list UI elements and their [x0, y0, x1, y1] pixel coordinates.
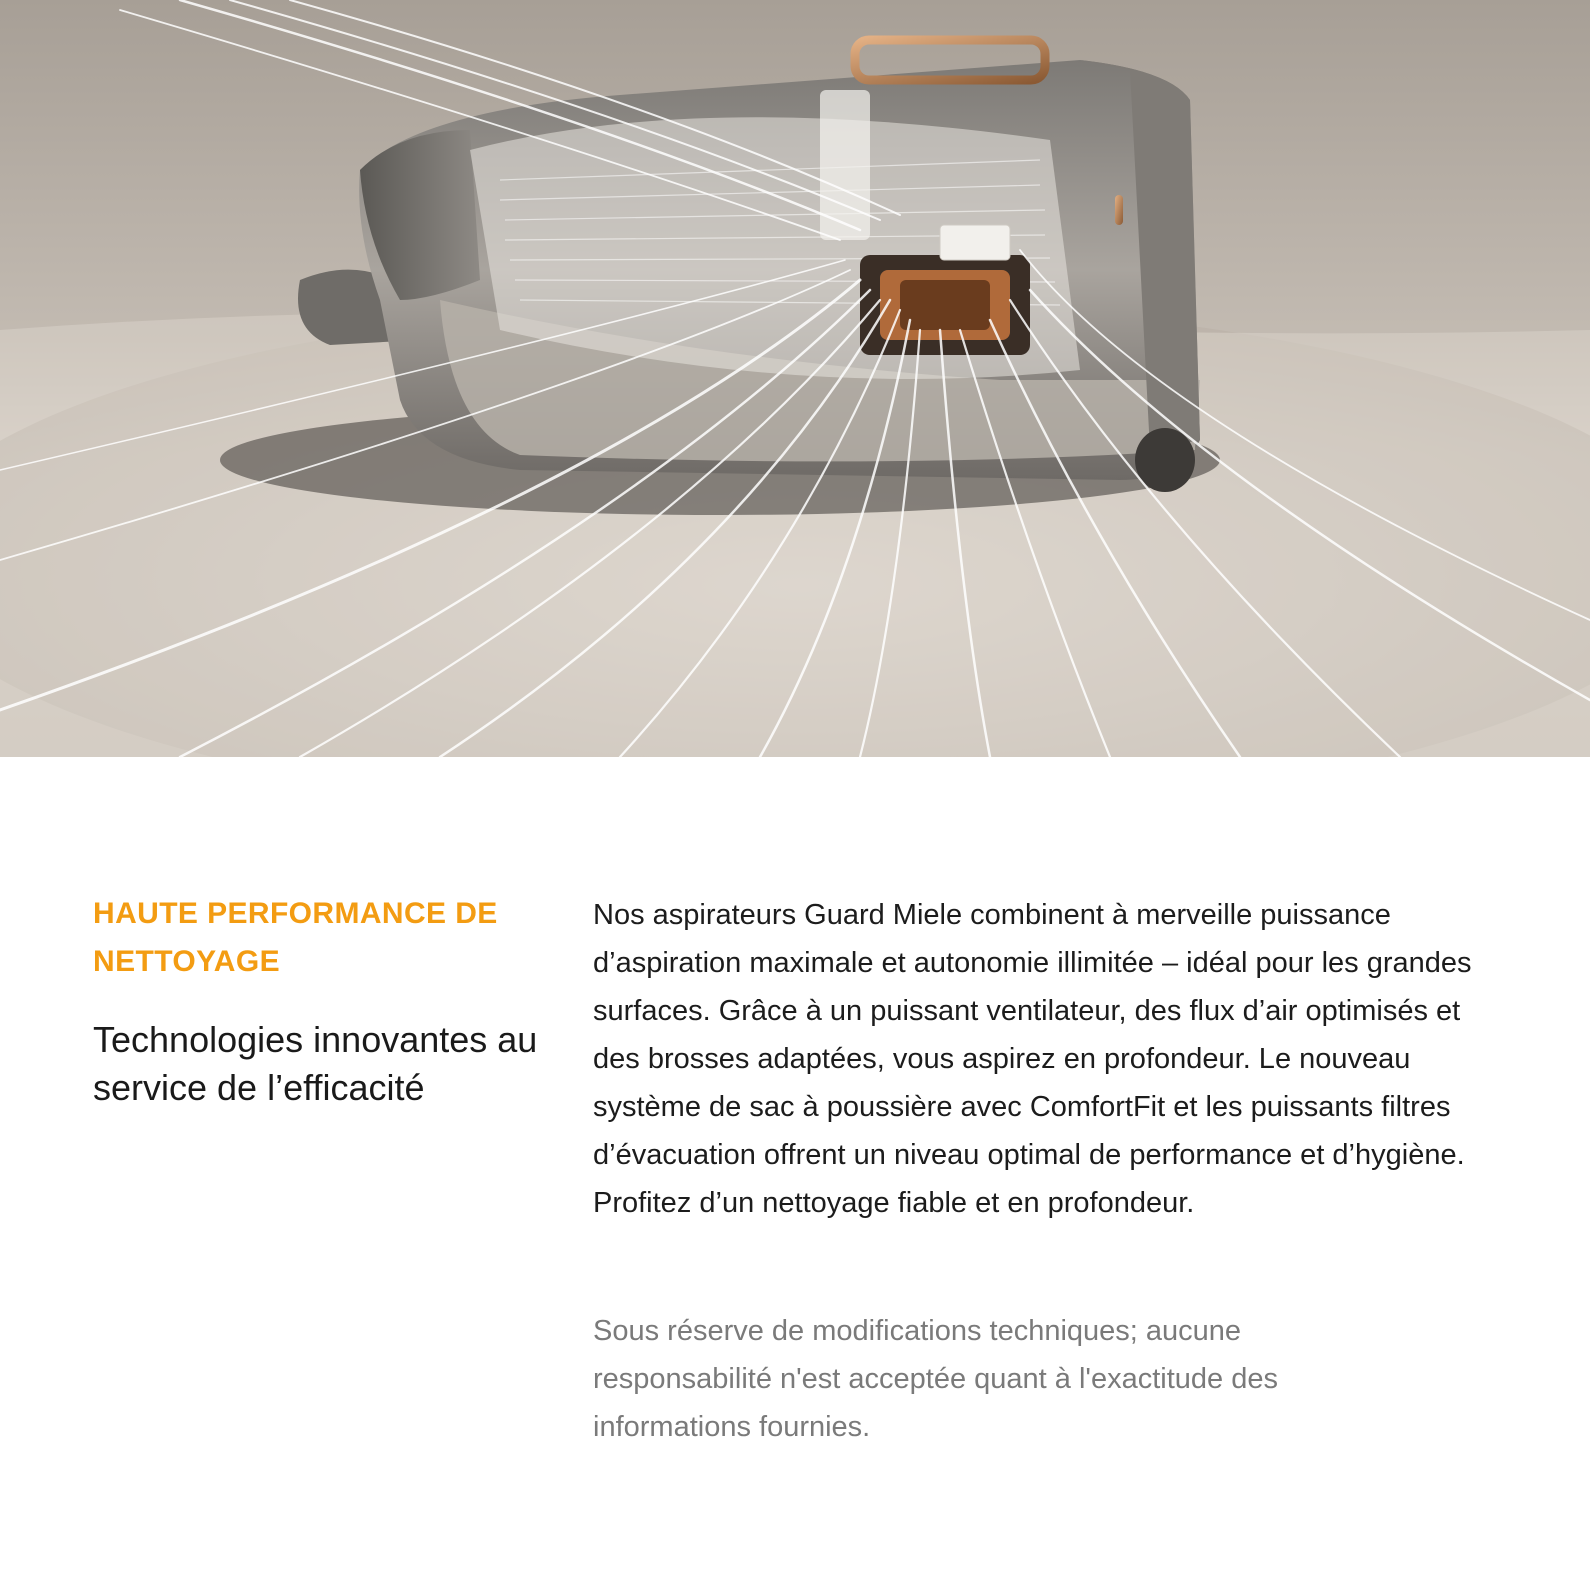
feature-section [0, 757, 1590, 1570]
section-body: Nos aspirateurs Guard Miele combinent à merveille puissance d’aspiration maximale et autonomie illimitée – idéal pour les grandes surfaces. Grâce à un puissant ventilateur, des flux d’air optimisés et des brosses adaptées, vous aspirez en profondeur. Le nouveau système de sac à poussière avec ComfortFit et les puissants filtres d’évacuation offrent un niveau optimal de performance et d’hygiène. Profitez d’un nettoyage fiable et en profondeur. [593, 899, 1472, 1219]
vacuum-illustration [0, 0, 1590, 757]
section-eyebrow: HAUTE PERFORMANCE DE NETTOYAGE [93, 897, 498, 978]
section-subtitle: Technologies innovantes au service de l’efficacité [93, 1019, 538, 1108]
section-disclaimer: Sous réserve de modifications techniques; aucune responsabilité n'est acceptée quant à l'exactitude des informations fournies. [593, 1315, 1278, 1443]
hero-image [0, 0, 1590, 757]
